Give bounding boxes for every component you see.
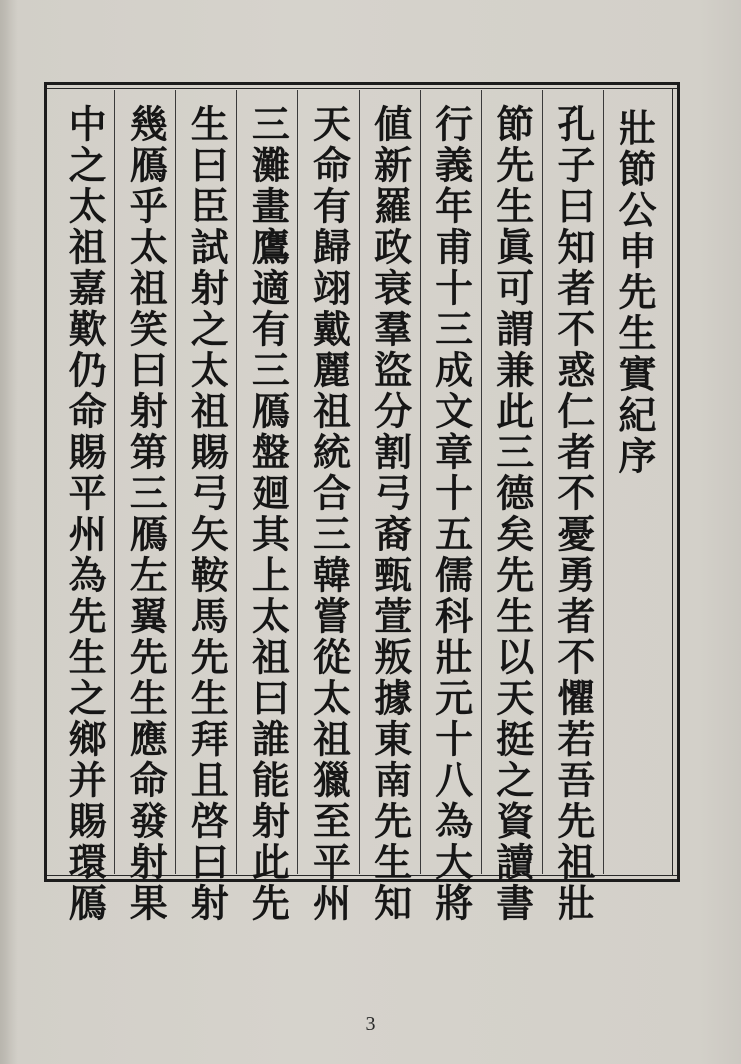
document-title: 壯節公申先生實紀序 xyxy=(611,108,657,477)
text-column xyxy=(236,90,297,924)
column-text: 孔子曰知者不惑仁者不憂勇者不懼若吾先祖壯 xyxy=(550,104,596,924)
column-text: 行義年甫十三成文章十五儒科壯元十八為大將 xyxy=(428,104,474,924)
column-text: 幾鴈乎太祖笑曰射第三鴈左翼先生應命發射果 xyxy=(123,104,169,924)
text-frame xyxy=(44,82,680,924)
frame-top-inner-rule xyxy=(44,88,680,89)
column-text: 値新羅政衰羣盜分割弓裔甄萱叛據東南先生知 xyxy=(367,104,413,924)
vertical-text-columns xyxy=(54,90,664,924)
column-text: 節先生眞可謂兼此三德矣先生以天挺之資讀書 xyxy=(489,104,535,924)
frame-right-rule xyxy=(677,82,680,882)
frame-top-rule xyxy=(44,82,680,85)
text-column xyxy=(175,90,236,924)
text-column xyxy=(297,90,358,924)
column-text: 中之太祖嘉歎仍命賜平州為先生之鄉并賜環鴈 xyxy=(62,104,108,924)
column-text: 三灘畫鷹適有三鴈盤廻其上太祖曰誰能射此先 xyxy=(245,104,291,924)
text-column xyxy=(481,90,542,924)
text-column xyxy=(359,90,420,924)
frame-left-rule xyxy=(44,82,47,882)
column-text: 生曰臣試射之太祖賜弓矢鞍馬先生拜且啓曰射 xyxy=(184,104,230,924)
page-number: 3 xyxy=(365,1013,376,1035)
frame-right-inner-rule xyxy=(672,88,673,876)
text-column xyxy=(542,90,603,924)
column-text: 天命有歸翊戴麗祖統合三韓嘗從太祖獵至平州 xyxy=(306,104,352,924)
text-column-title xyxy=(603,90,664,874)
book-spine-shadow xyxy=(0,0,18,1064)
text-column xyxy=(420,90,481,924)
text-column xyxy=(114,90,175,924)
text-column xyxy=(54,90,114,924)
